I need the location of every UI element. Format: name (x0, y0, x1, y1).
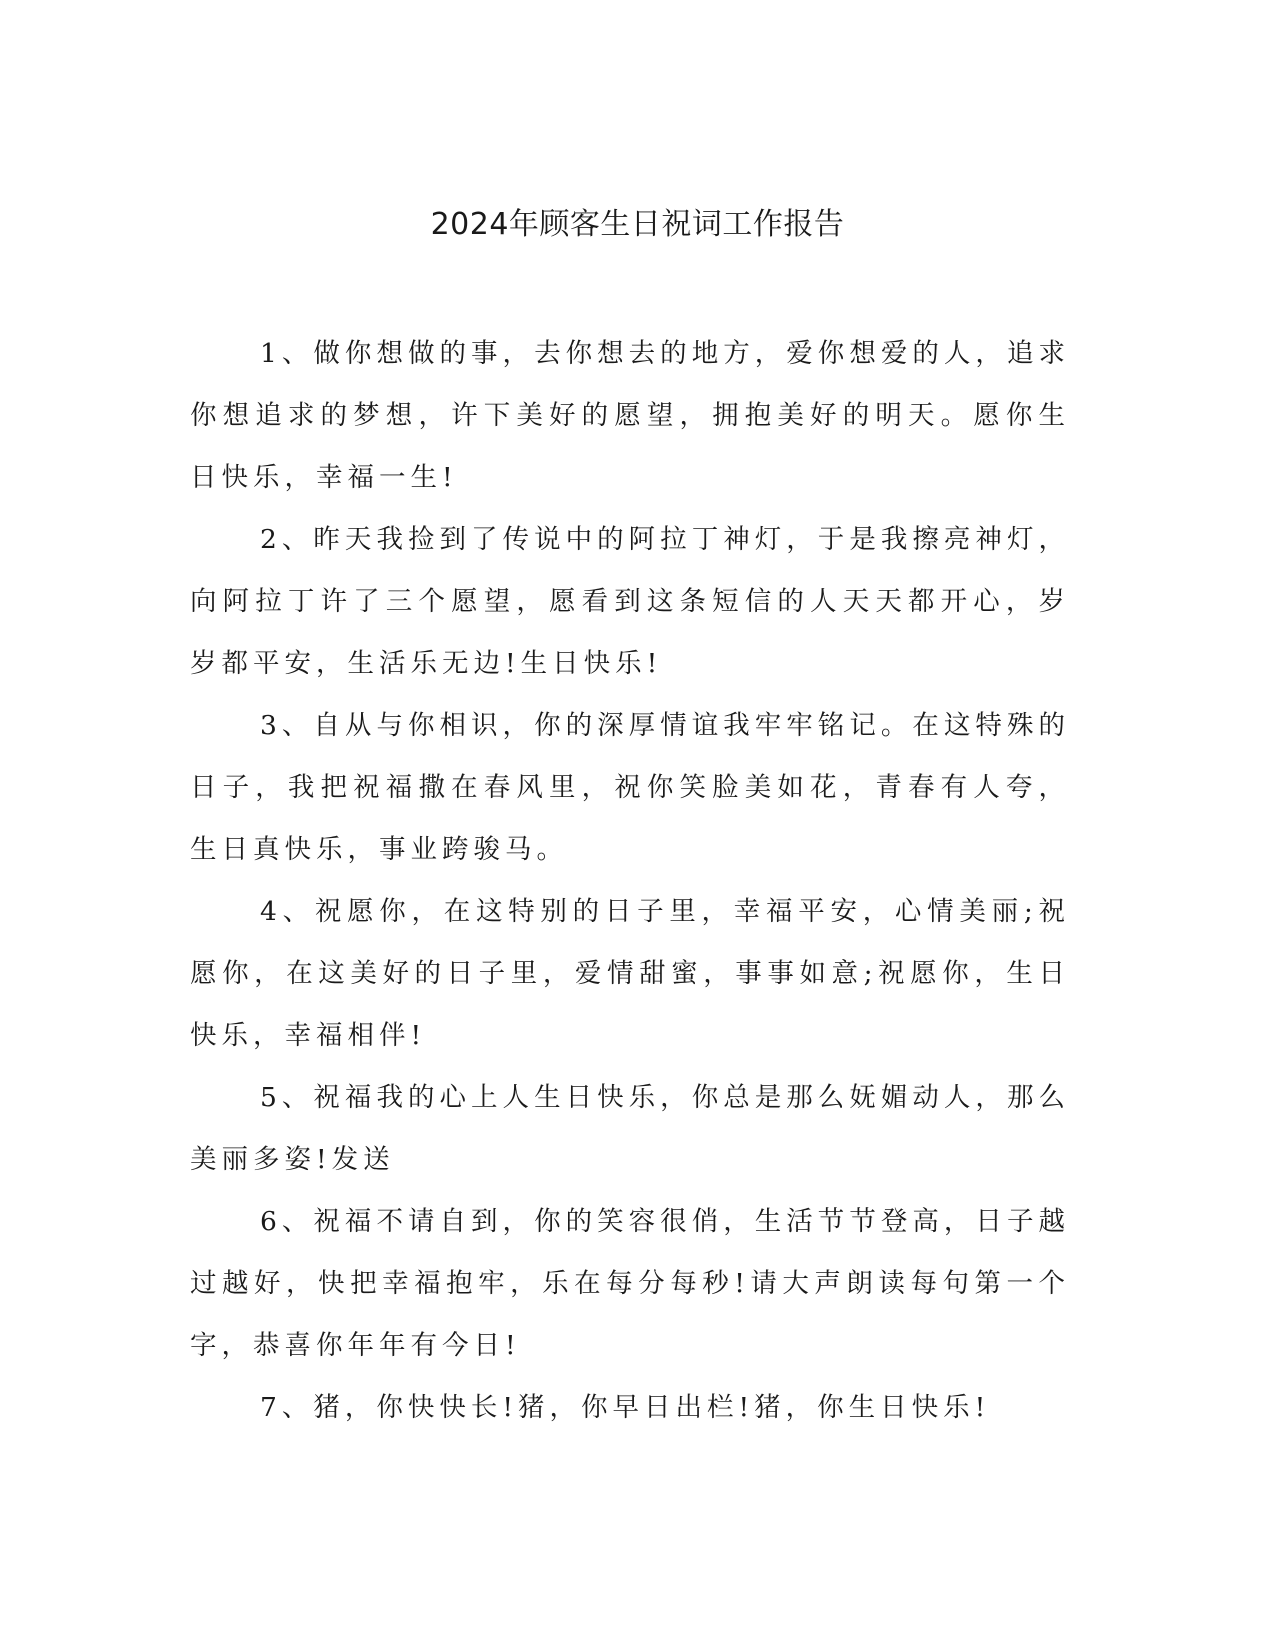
paragraph-2: 2、昨天我捡到了传说中的阿拉丁神灯，于是我擦亮神灯，向阿拉丁许了三个愿望，愿看到这条短信的人天天都开心，岁岁都平安，生活乐无边!生日快乐! (190, 524, 1070, 679)
paragraph-1: 1、做你想做的事，去你想去的地方，爱你想爱的人，追求你想追求的梦想，许下美好的愿望，拥抱美好的明天。愿你生日快乐，幸福一生! (190, 338, 1070, 493)
paragraph-3: 3、自从与你相识，你的深厚情谊我牢牢铭记。在这特殊的日子，我把祝福撒在春风里，祝你笑脸美如花，青春有人夸，生日真快乐，事业跨骏马。 (190, 710, 1070, 865)
paragraph-6: 6、祝福不请自到，你的笑容很俏，生活节节登高，日子越过越好，快把幸福抱牢，乐在每分每秒!请大声朗读每句第一个字，恭喜你年年有今日! (190, 1206, 1070, 1361)
paragraph-5: 5、祝福我的心上人生日快乐，你总是那么妩媚动人，那么美丽多姿!发送 (190, 1082, 1070, 1175)
paragraph-4: 4、祝愿你，在这特别的日子里，幸福平安，心情美丽;祝愿你，在这美好的日子里，爱情甜蜜，事事如意;祝愿你，生日快乐，幸福相伴! (190, 896, 1070, 1051)
document-title: 2024年顾客生日祝词工作报告 (430, 207, 845, 242)
document-body (190, 323, 1070, 1439)
paragraph-7: 7、猪，你快快长!猪，你早日出栏!猪，你生日快乐! (260, 1392, 991, 1423)
